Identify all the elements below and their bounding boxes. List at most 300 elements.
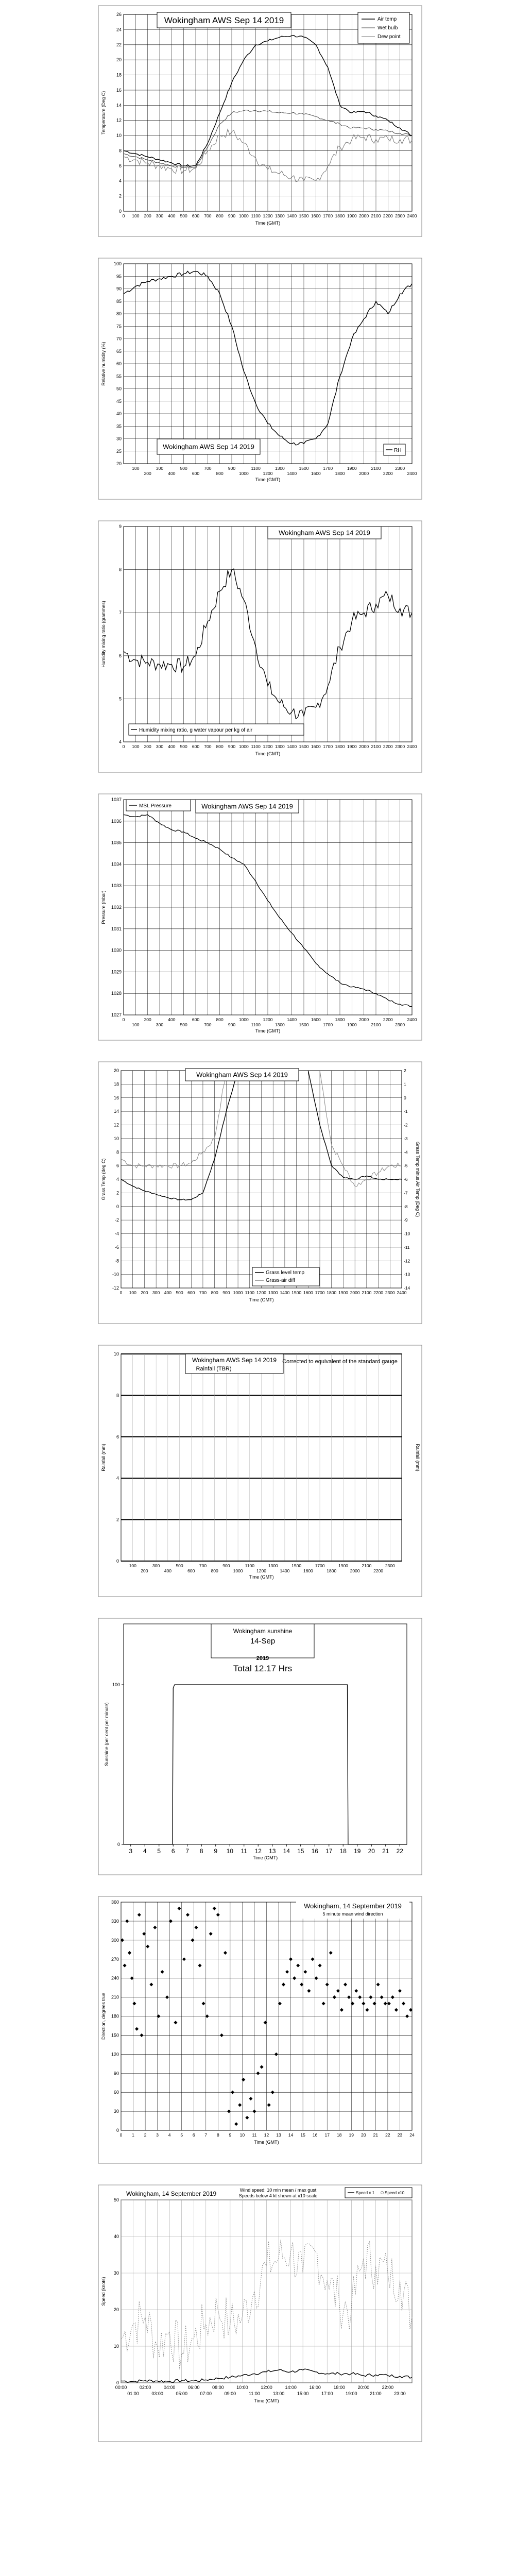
- x-tick-label: 100: [132, 213, 140, 218]
- x-tick-label: 500: [180, 1022, 187, 1027]
- legend-label: MSL Pressure: [139, 803, 171, 809]
- x-tick-label: 22: [396, 1848, 403, 1855]
- y2-axis-label: Grass Temp minus Air Temp (Deg C): [415, 1141, 420, 1217]
- x-tick-label: 22:00: [382, 2385, 394, 2390]
- y-tick-label: 6: [118, 653, 122, 658]
- y-tick-label: 60: [113, 2090, 119, 2095]
- x-tick-label: 600: [187, 1290, 195, 1295]
- chart-title: Wokingham sunshine: [233, 1628, 293, 1635]
- x-tick-label: 1600: [311, 213, 321, 218]
- x-tick-label: 400: [168, 744, 176, 749]
- x-tick-label: 200: [144, 744, 151, 749]
- y-tick-label: 150: [111, 2032, 119, 2038]
- chart-wind-direction: [98, 1896, 422, 2164]
- x-tick-label: 5: [157, 1848, 161, 1855]
- y2-tick-label: -4: [404, 1149, 408, 1155]
- x-tick-label: 23: [397, 2132, 403, 2138]
- x-tick-label: 6: [171, 1848, 175, 1855]
- x-tick-label: 1500: [291, 1290, 302, 1295]
- x-tick-label: 15:00: [297, 2391, 309, 2396]
- x-tick-label: 9: [229, 2132, 232, 2138]
- x-tick-label: 2300: [395, 744, 405, 749]
- x-tick-label: 800: [216, 744, 224, 749]
- x-tick-label: 2000: [359, 213, 369, 218]
- chart-grass-temperature: [98, 1061, 422, 1324]
- y-tick-label: 40: [116, 411, 122, 416]
- x-tick-label: 200: [144, 1017, 151, 1022]
- y-tick-label: -4: [114, 1231, 119, 1236]
- legend-label: Grass level temp: [266, 1270, 305, 1276]
- chart-title: Wokingham AWS Sep 14 2019: [163, 443, 254, 451]
- x-tick-label: 2000: [359, 744, 369, 749]
- x-axis-label: Time (GMT): [252, 1855, 278, 1860]
- x-tick-label: 500: [180, 466, 187, 471]
- x-tick-label: 1200: [263, 744, 273, 749]
- legend-label: Air temp: [377, 16, 397, 22]
- x-tick-label: 16: [311, 1848, 318, 1855]
- x-tick-label: 0: [122, 213, 125, 218]
- y-tick-label: 2: [116, 1190, 119, 1196]
- x-tick-label: 11: [241, 1848, 247, 1855]
- x-tick-label: 15: [300, 2132, 305, 2138]
- y-tick-label: 1034: [111, 861, 122, 867]
- x-tick-label: 200: [141, 1568, 148, 1573]
- y-tick-label: 0: [116, 2128, 119, 2133]
- x-tick-label: 10: [239, 2132, 245, 2138]
- x-tick-label: 8: [199, 1848, 203, 1855]
- x-tick-label: 2000: [359, 471, 369, 476]
- x-axis-label: Time (GMT): [255, 751, 281, 756]
- x-tick-label: 1700: [323, 1022, 333, 1027]
- x-tick-label: 11: [252, 2132, 257, 2138]
- x-tick-label: 1000: [238, 1017, 249, 1022]
- x-tick-label: 900: [222, 1563, 230, 1568]
- x-tick-label: 1900: [338, 1563, 348, 1568]
- y-tick-label: 35: [116, 423, 122, 429]
- x-tick-label: 2200: [383, 1017, 393, 1022]
- x-tick-label: 1300: [274, 1022, 285, 1027]
- x-tick-label: 1100: [251, 466, 261, 471]
- y-tick-label: 100: [112, 1682, 120, 1687]
- x-tick-label: 4: [168, 2132, 171, 2138]
- x-tick-label: 13: [269, 1848, 276, 1855]
- x-tick-label: 0: [119, 1290, 123, 1295]
- x-tick-label: 1700: [323, 744, 333, 749]
- y-tick-label: 1032: [111, 905, 122, 910]
- y-tick-label: 50: [116, 386, 122, 392]
- x-tick-label: 6: [192, 2132, 195, 2138]
- x-tick-label: 1800: [335, 213, 345, 218]
- x-tick-label: 01:00: [127, 2391, 139, 2396]
- x-tick-label: 05:00: [176, 2391, 187, 2396]
- x-tick-label: 2100: [362, 1563, 372, 1568]
- legend-label: Humidity mixing ratio, g water vapour per kg of air: [139, 727, 253, 733]
- y-tick-label: 26: [116, 12, 122, 17]
- y-axis-label: Sunshine (per cent per minute): [104, 1702, 109, 1766]
- x-tick-label: 7: [185, 1848, 190, 1855]
- x-tick-label: 900: [228, 466, 236, 471]
- x-tick-label: 1000: [233, 1290, 243, 1295]
- x-tick-label: 2: [144, 2132, 147, 2138]
- x-tick-label: 400: [168, 213, 176, 218]
- y-tick-label: -2: [114, 1217, 119, 1223]
- x-tick-label: 2400: [407, 1017, 417, 1022]
- y2-tick-label: -2: [404, 1122, 408, 1128]
- y-axis-label: Rainfall (mm): [101, 1444, 106, 1471]
- y-tick-label: 360: [111, 1900, 119, 1905]
- x-tick-label: 21: [373, 2132, 379, 2138]
- x-tick-label: 1100: [245, 1290, 254, 1295]
- y2-tick-label: 2: [404, 1068, 406, 1073]
- y-tick-label: 70: [116, 336, 122, 342]
- x-tick-label: 10:00: [236, 2385, 248, 2390]
- x-tick-label: 700: [199, 1290, 207, 1295]
- y-tick-label: 1031: [111, 926, 122, 931]
- x-tick-label: 700: [204, 466, 212, 471]
- chart-mixing-ratio-svg: [98, 520, 422, 773]
- x-tick-label: 300: [156, 1022, 164, 1027]
- x-tick-label: 800: [216, 213, 224, 218]
- y-tick-label: -10: [112, 1272, 119, 1277]
- y-tick-label: 1028: [111, 991, 122, 996]
- x-tick-label: 1900: [347, 744, 357, 749]
- y2-axis-label: Rainfall (mm): [415, 1444, 420, 1471]
- x-tick-label: 20: [361, 2132, 366, 2138]
- y2-tick-label: 1: [404, 1081, 406, 1087]
- chart-pressure: [98, 793, 422, 1041]
- x-tick-label: 0: [122, 1017, 125, 1022]
- y-tick-label: 12: [116, 117, 122, 123]
- y-tick-label: 8: [116, 1393, 119, 1398]
- x-axis-label: Time (GMT): [254, 2398, 279, 2403]
- x-tick-label: 15: [297, 1848, 304, 1855]
- x-tick-label: 1800: [335, 471, 345, 476]
- x-tick-label: 12: [254, 1848, 262, 1855]
- x-tick-label: 23:00: [394, 2391, 406, 2396]
- chart-subtitle: 5 minute mean wind direction: [322, 1911, 383, 1917]
- x-tick-label: 18: [337, 2132, 342, 2138]
- y-tick-label: 330: [111, 1918, 119, 1924]
- chart-mixing-ratio: [98, 520, 422, 773]
- x-tick-label: 09:00: [224, 2391, 236, 2396]
- x-tick-label: 1700: [315, 1563, 325, 1568]
- y-axis-label: Speed (knots): [101, 2277, 106, 2306]
- x-tick-label: 2200: [383, 471, 393, 476]
- x-tick-label: 800: [211, 1290, 218, 1295]
- chart-wind-speed: [98, 2184, 422, 2442]
- x-tick-label: 1800: [335, 1017, 345, 1022]
- legend-label: RH: [394, 448, 402, 453]
- y-tick-label: 85: [116, 298, 122, 304]
- y-tick-label: 1035: [111, 840, 122, 845]
- y-axis-label: Relative humidity (%): [101, 342, 106, 386]
- x-tick-label: 5: [180, 2132, 183, 2138]
- x-tick-label: 1900: [338, 1290, 348, 1295]
- x-tick-label: 1400: [287, 1017, 297, 1022]
- x-tick-label: 2400: [407, 744, 417, 749]
- y-tick-label: 1037: [111, 797, 122, 802]
- x-tick-label: 18: [339, 1848, 347, 1855]
- x-tick-label: 2300: [395, 213, 405, 218]
- x-tick-label: 19:00: [346, 2391, 357, 2396]
- y2-tick-label: -3: [404, 1136, 408, 1141]
- x-tick-label: 12: [264, 2132, 269, 2138]
- y-tick-label: 10: [113, 1136, 119, 1141]
- y-tick-label: 1030: [111, 947, 122, 953]
- x-tick-label: 24: [409, 2132, 415, 2138]
- chart-pressure-svg: [98, 793, 422, 1041]
- chart-relative-humidity-svg: [98, 258, 422, 500]
- y-tick-label: -6: [114, 1244, 119, 1250]
- x-tick-label: 1300: [274, 213, 285, 218]
- x-tick-label: 2100: [371, 213, 381, 218]
- chart-annotation: Corrected to equivalent of the standard gauge: [282, 1359, 398, 1365]
- x-tick-label: 200: [144, 213, 151, 218]
- y-axis-label: Temperature (Deg C): [101, 91, 106, 135]
- x-tick-label: 1700: [315, 1290, 325, 1295]
- y-tick-label: 1033: [111, 883, 122, 889]
- x-tick-label: 1600: [311, 1017, 321, 1022]
- x-tick-label: 800: [211, 1568, 218, 1573]
- y2-tick-label: -1: [404, 1109, 408, 1114]
- y-tick-label: 10: [116, 133, 122, 139]
- y-tick-label: 90: [113, 2071, 119, 2076]
- y-tick-label: 55: [116, 374, 122, 379]
- x-tick-label: 100: [132, 466, 140, 471]
- y-tick-label: 0: [116, 2380, 119, 2385]
- chart-title: Wokingham, 14 September 2019: [126, 2190, 217, 2197]
- x-tick-label: 04:00: [163, 2385, 176, 2390]
- x-tick-label: 1200: [263, 1017, 273, 1022]
- chart-year: 2019: [256, 1655, 269, 1662]
- x-tick-label: 2300: [395, 466, 405, 471]
- x-tick-label: 400: [168, 1017, 176, 1022]
- x-tick-label: 300: [156, 744, 164, 749]
- legend-label: Speed x 1: [356, 2191, 375, 2195]
- x-tick-label: 2200: [383, 744, 393, 749]
- y-tick-label: 20: [116, 461, 122, 466]
- y-tick-label: 1029: [111, 969, 122, 975]
- x-tick-label: 02:00: [139, 2385, 151, 2390]
- x-tick-label: 00:00: [115, 2385, 127, 2390]
- x-tick-label: 0: [122, 744, 125, 749]
- x-tick-label: 500: [180, 744, 187, 749]
- y2-tick-label: 0: [404, 1095, 406, 1100]
- x-tick-label: 1200: [256, 1568, 266, 1573]
- x-tick-label: 1000: [233, 1568, 243, 1573]
- chart-sunshine: [98, 1618, 422, 1875]
- x-tick-label: 800: [216, 1017, 224, 1022]
- x-axis-label: Time (GMT): [255, 221, 281, 226]
- x-tick-label: 20: [368, 1848, 375, 1855]
- x-tick-label: 1200: [263, 213, 273, 218]
- y-tick-label: 0: [116, 1204, 119, 1209]
- y-tick-label: 4: [116, 1476, 119, 1481]
- y-tick-label: 4: [118, 178, 122, 184]
- y-axis-label: Pressure (mbar): [101, 890, 106, 924]
- x-tick-label: 2200: [373, 1568, 384, 1573]
- x-tick-label: 16:00: [309, 2385, 321, 2390]
- x-tick-label: 19: [354, 1848, 361, 1855]
- x-tick-label: 900: [222, 1290, 230, 1295]
- x-tick-label: 1600: [311, 744, 321, 749]
- x-tick-label: 2200: [373, 1290, 384, 1295]
- x-tick-label: 2300: [385, 1290, 395, 1295]
- x-tick-label: 2100: [371, 466, 381, 471]
- x-tick-label: 9: [214, 1848, 218, 1855]
- y-tick-label: 20: [116, 57, 122, 63]
- x-tick-label: 12:00: [261, 2385, 272, 2390]
- y2-tick-label: -5: [404, 1163, 408, 1168]
- x-tick-label: 400: [168, 471, 176, 476]
- x-tick-label: 1500: [299, 213, 309, 218]
- x-tick-label: 2000: [359, 1017, 369, 1022]
- x-tick-label: 600: [192, 744, 200, 749]
- x-tick-label: 2300: [385, 1563, 395, 1568]
- x-tick-label: 8: [216, 2132, 219, 2138]
- y-tick-label: 60: [116, 361, 122, 366]
- y-tick-label: 50: [113, 2197, 119, 2202]
- x-tick-label: 900: [228, 213, 236, 218]
- x-tick-label: 800: [216, 471, 224, 476]
- y-tick-label: 100: [113, 261, 122, 266]
- x-tick-label: 2100: [371, 1022, 381, 1027]
- y-tick-label: 65: [116, 348, 122, 354]
- chart-rainfall-svg: [98, 1345, 422, 1597]
- y-tick-label: 14: [116, 103, 122, 108]
- x-tick-label: 1800: [335, 744, 345, 749]
- x-tick-label: 300: [152, 1563, 160, 1568]
- x-tick-label: 100: [132, 744, 140, 749]
- x-tick-label: 3: [129, 1848, 133, 1855]
- x-tick-label: 300: [152, 1290, 160, 1295]
- x-tick-label: 300: [156, 213, 164, 218]
- x-tick-label: 2100: [371, 744, 381, 749]
- y-tick-label: 16: [116, 87, 122, 93]
- y-tick-label: 30: [113, 2270, 119, 2276]
- x-tick-label: 1400: [287, 471, 297, 476]
- chart-wind-speed-svg: [98, 2184, 422, 2442]
- x-tick-label: 1300: [274, 466, 285, 471]
- x-tick-label: 2000: [350, 1290, 360, 1295]
- y-tick-label: 8: [118, 567, 122, 572]
- x-tick-label: 16: [312, 2132, 318, 2138]
- y-tick-label: 180: [111, 2013, 119, 2019]
- y-tick-label: 2: [118, 193, 122, 199]
- x-tick-label: 14: [283, 1848, 290, 1855]
- y-tick-label: 210: [111, 1994, 119, 2000]
- y-tick-label: 300: [111, 1937, 119, 1943]
- x-tick-label: 1500: [299, 1022, 309, 1027]
- x-tick-label: 1500: [299, 466, 309, 471]
- x-tick-label: 1000: [238, 744, 249, 749]
- x-tick-label: 1200: [263, 471, 273, 476]
- x-tick-label: 21:00: [370, 2391, 382, 2396]
- x-tick-label: 14:00: [285, 2385, 297, 2390]
- x-tick-label: 700: [199, 1563, 207, 1568]
- x-tick-label: 13:00: [272, 2391, 285, 2396]
- y-tick-label: 14: [113, 1109, 119, 1114]
- x-tick-label: 11:00: [249, 2391, 260, 2396]
- x-tick-label: 100: [132, 1022, 140, 1027]
- legend-label: Wet bulb: [377, 25, 398, 31]
- x-tick-label: 500: [176, 1563, 183, 1568]
- y-tick-label: 2: [116, 1517, 119, 1522]
- x-tick-label: 600: [192, 1017, 200, 1022]
- x-tick-label: 700: [204, 213, 212, 218]
- x-tick-label: 1100: [251, 213, 261, 218]
- y-tick-label: 22: [116, 42, 122, 47]
- y-tick-label: 10: [113, 2344, 119, 2349]
- x-tick-label: 300: [156, 466, 164, 471]
- y-tick-label: 18: [116, 72, 122, 78]
- x-tick-label: 2400: [397, 1290, 407, 1295]
- x-tick-label: 200: [144, 471, 151, 476]
- y-tick-label: 1027: [111, 1012, 122, 1018]
- x-tick-label: 500: [180, 213, 187, 218]
- x-tick-label: 1700: [323, 213, 333, 218]
- legend-label: Dew point: [377, 34, 401, 40]
- y2-tick-label: -9: [404, 1217, 408, 1223]
- y-tick-label: 75: [116, 324, 122, 329]
- x-axis-label: Time (GMT): [255, 1028, 281, 1033]
- y-tick-label: 6: [118, 163, 122, 168]
- x-tick-label: 0: [119, 2132, 123, 2138]
- y-tick-label: 9: [118, 524, 122, 529]
- y-tick-label: 0: [117, 1842, 120, 1847]
- x-tick-label: 900: [228, 1022, 236, 1027]
- x-tick-label: 2400: [407, 471, 417, 476]
- x-tick-label: 1900: [347, 213, 357, 218]
- x-axis-label: Time (GMT): [249, 1574, 274, 1580]
- x-tick-label: 700: [204, 1022, 212, 1027]
- chart-title: Wokingham AWS Sep 14 2019: [192, 1357, 277, 1364]
- y-tick-label: 40: [113, 2234, 119, 2239]
- chart-rainfall: [98, 1345, 422, 1597]
- x-tick-label: 1400: [287, 213, 297, 218]
- chart-title: Wokingham AWS Sep 14 2019: [164, 15, 284, 26]
- x-tick-label: 600: [192, 471, 200, 476]
- x-tick-label: 17: [325, 1848, 333, 1855]
- y-tick-label: 8: [118, 148, 122, 154]
- x-tick-label: 1000: [238, 471, 249, 476]
- y2-tick-label: -12: [404, 1258, 410, 1264]
- chart-air-temperature: [98, 5, 422, 237]
- x-tick-label: 06:00: [187, 2385, 200, 2390]
- x-tick-label: 07:00: [200, 2391, 212, 2396]
- x-tick-label: 10: [226, 1848, 233, 1855]
- y-tick-label: 1036: [111, 818, 122, 824]
- x-tick-label: 1900: [347, 1022, 357, 1027]
- x-tick-label: 2000: [350, 1568, 360, 1573]
- x-tick-label: 1200: [256, 1290, 266, 1295]
- x-tick-label: 1000: [238, 213, 249, 218]
- x-tick-label: 1400: [280, 1568, 290, 1573]
- y2-tick-label: -7: [404, 1190, 408, 1196]
- y-tick-label: 95: [116, 274, 122, 279]
- x-tick-label: 500: [176, 1290, 183, 1295]
- x-tick-label: 1100: [245, 1563, 254, 1568]
- x-tick-label: 17: [324, 2132, 330, 2138]
- x-tick-label: 1300: [268, 1290, 278, 1295]
- y-tick-label: 10: [113, 1351, 119, 1357]
- y2-tick-label: -10: [404, 1231, 410, 1236]
- y-tick-label: -8: [114, 1258, 119, 1264]
- x-tick-label: 1100: [251, 744, 261, 749]
- y2-tick-label: -8: [404, 1204, 408, 1209]
- x-axis-label: Time (GMT): [249, 1297, 274, 1302]
- y-tick-label: 18: [113, 1081, 119, 1087]
